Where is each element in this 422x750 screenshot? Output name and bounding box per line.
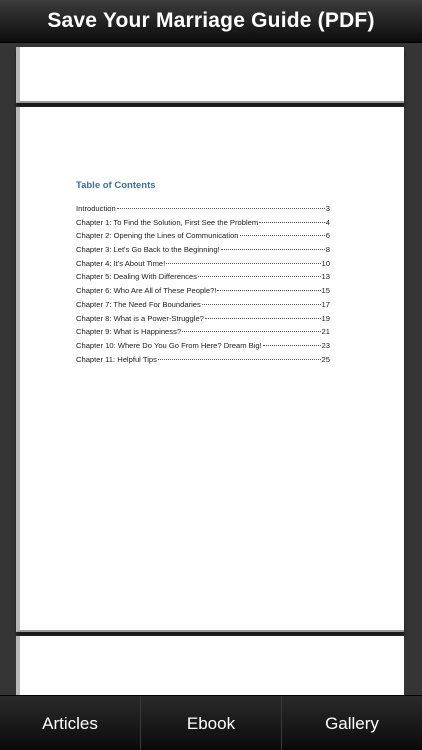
toc-entry-label: Chapter 4: It's About Time! [76, 258, 166, 268]
toc-entry-page: 3 [325, 204, 330, 213]
toc-entry [76, 245, 330, 259]
toc-entry [76, 286, 330, 300]
table-of-contents [76, 180, 330, 368]
toc-entry-label: Chapter 11: Helpful Tips [76, 354, 157, 364]
tab-bar [0, 695, 422, 750]
toc-leader [217, 290, 320, 291]
toc-leader [158, 359, 321, 360]
toc-leader [166, 263, 320, 264]
toc-entry [76, 231, 330, 245]
toc-entry [76, 300, 330, 314]
page-title: Save Your Marriage Guide (PDF) [47, 9, 375, 32]
toc-entry [76, 218, 330, 232]
toc-entry-label: Introduction [76, 204, 116, 213]
toc-entry [76, 355, 330, 369]
toc-entry-page: 8 [325, 245, 330, 255]
toc-entry [76, 327, 330, 341]
toc-entry-label: Chapter 7: The Need For Boundaries [76, 299, 201, 309]
toc-entry-page: 25 [321, 354, 330, 364]
toc-entry-page: 19 [321, 313, 330, 323]
toc-entry-label: Chapter 9: What is Happiness? [76, 327, 182, 337]
toc-entry [76, 272, 330, 286]
toc-entry-page: 6 [325, 231, 330, 241]
pdf-page-next[interactable] [16, 636, 404, 695]
toc-entry-page: 13 [321, 272, 330, 282]
toc-leader [198, 276, 321, 277]
pdf-viewer[interactable] [0, 43, 422, 695]
tab-ebook-label: Ebook [186, 713, 236, 733]
tab-gallery[interactable] [281, 696, 422, 750]
tab-gallery-label: Gallery [325, 713, 379, 733]
toc-leader [205, 318, 321, 319]
toc-entry [76, 314, 330, 328]
tab-articles[interactable] [0, 696, 140, 750]
toc-entry-page: 23 [321, 340, 330, 350]
toc-leader [182, 331, 320, 332]
toc-entry-page: 4 [325, 217, 330, 227]
toc-entry-label: Chapter 8: What is a Power-Struggle? [76, 313, 204, 323]
toc-entry-page: 17 [321, 299, 330, 309]
toc-leader [263, 345, 321, 346]
toc-entry-label: Chapter 2: Opening the Lines of Communication [76, 231, 239, 241]
pdf-page-current[interactable] [16, 107, 404, 632]
toc-entry-label: Chapter 10: Where Do You Go From Here? Dream Big! [76, 340, 262, 350]
toc-leader [202, 304, 321, 305]
tab-ebook[interactable] [140, 696, 281, 750]
toc-entry-label: Chapter 3: Let's Go Back to the Beginning! [76, 245, 220, 255]
pdf-page-previous[interactable] [16, 47, 404, 103]
toc-leader [259, 222, 325, 223]
toc-entry [76, 204, 330, 218]
toc-entry-page: 15 [321, 286, 330, 296]
toc-entry [76, 341, 330, 355]
toc-entry-page: 10 [321, 258, 330, 268]
toc-entry-label: Chapter 5: Dealing With Differences [76, 272, 197, 282]
toc-entry-label: Chapter 6: Who Are All of These People?! [76, 286, 217, 296]
toc-heading: Table of Contents [76, 180, 156, 191]
toc-entry-page: 21 [321, 327, 330, 337]
title-bar [0, 0, 422, 43]
toc-leader [221, 249, 325, 250]
toc-leader [240, 235, 325, 236]
toc-entry-label: Chapter 1: To Find the Solution, First See the Problem [76, 217, 259, 227]
toc-leader [117, 208, 325, 209]
tab-articles-label: Articles [42, 713, 98, 733]
toc-entry [76, 259, 330, 273]
